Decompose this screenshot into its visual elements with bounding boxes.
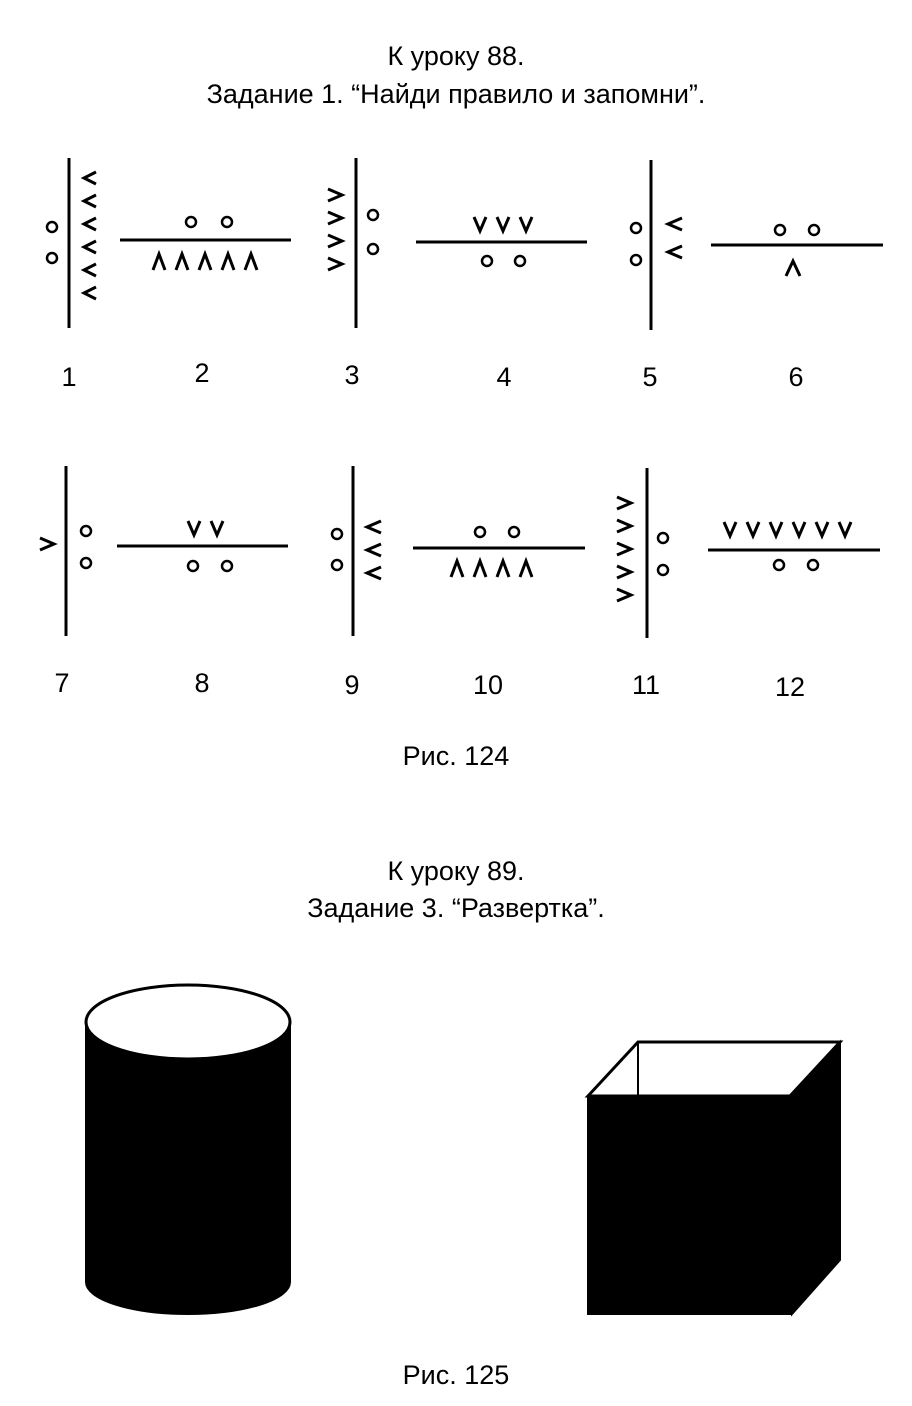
figure-number: 6	[788, 362, 804, 392]
task-3-heading: Задание 3. “Развертка”.	[307, 893, 605, 923]
figure-number: 1	[61, 362, 77, 392]
task-1-heading: Задание 1. “Найди правило и запомни”.	[206, 79, 706, 109]
figure-number: 3	[344, 360, 360, 390]
figure-number: 8	[194, 668, 210, 698]
figure-number: 2	[194, 358, 210, 388]
cube-shape	[588, 1042, 840, 1314]
figure-number: 9	[344, 670, 360, 700]
lesson-88-heading: К уроку 88.	[387, 41, 525, 71]
figure-124-caption: Рис. 124	[402, 741, 510, 771]
figure-number: 12	[774, 672, 806, 702]
cylinder-shape	[86, 985, 290, 1314]
figure-number: 7	[54, 668, 70, 698]
lesson-89-heading: К уроку 89.	[387, 856, 525, 886]
figure-number: 4	[496, 362, 512, 392]
figure-number: 11	[631, 670, 661, 700]
figure-125-caption: Рис. 125	[402, 1360, 510, 1390]
figure-number: 10	[472, 670, 504, 700]
figure-number: 5	[642, 362, 658, 392]
